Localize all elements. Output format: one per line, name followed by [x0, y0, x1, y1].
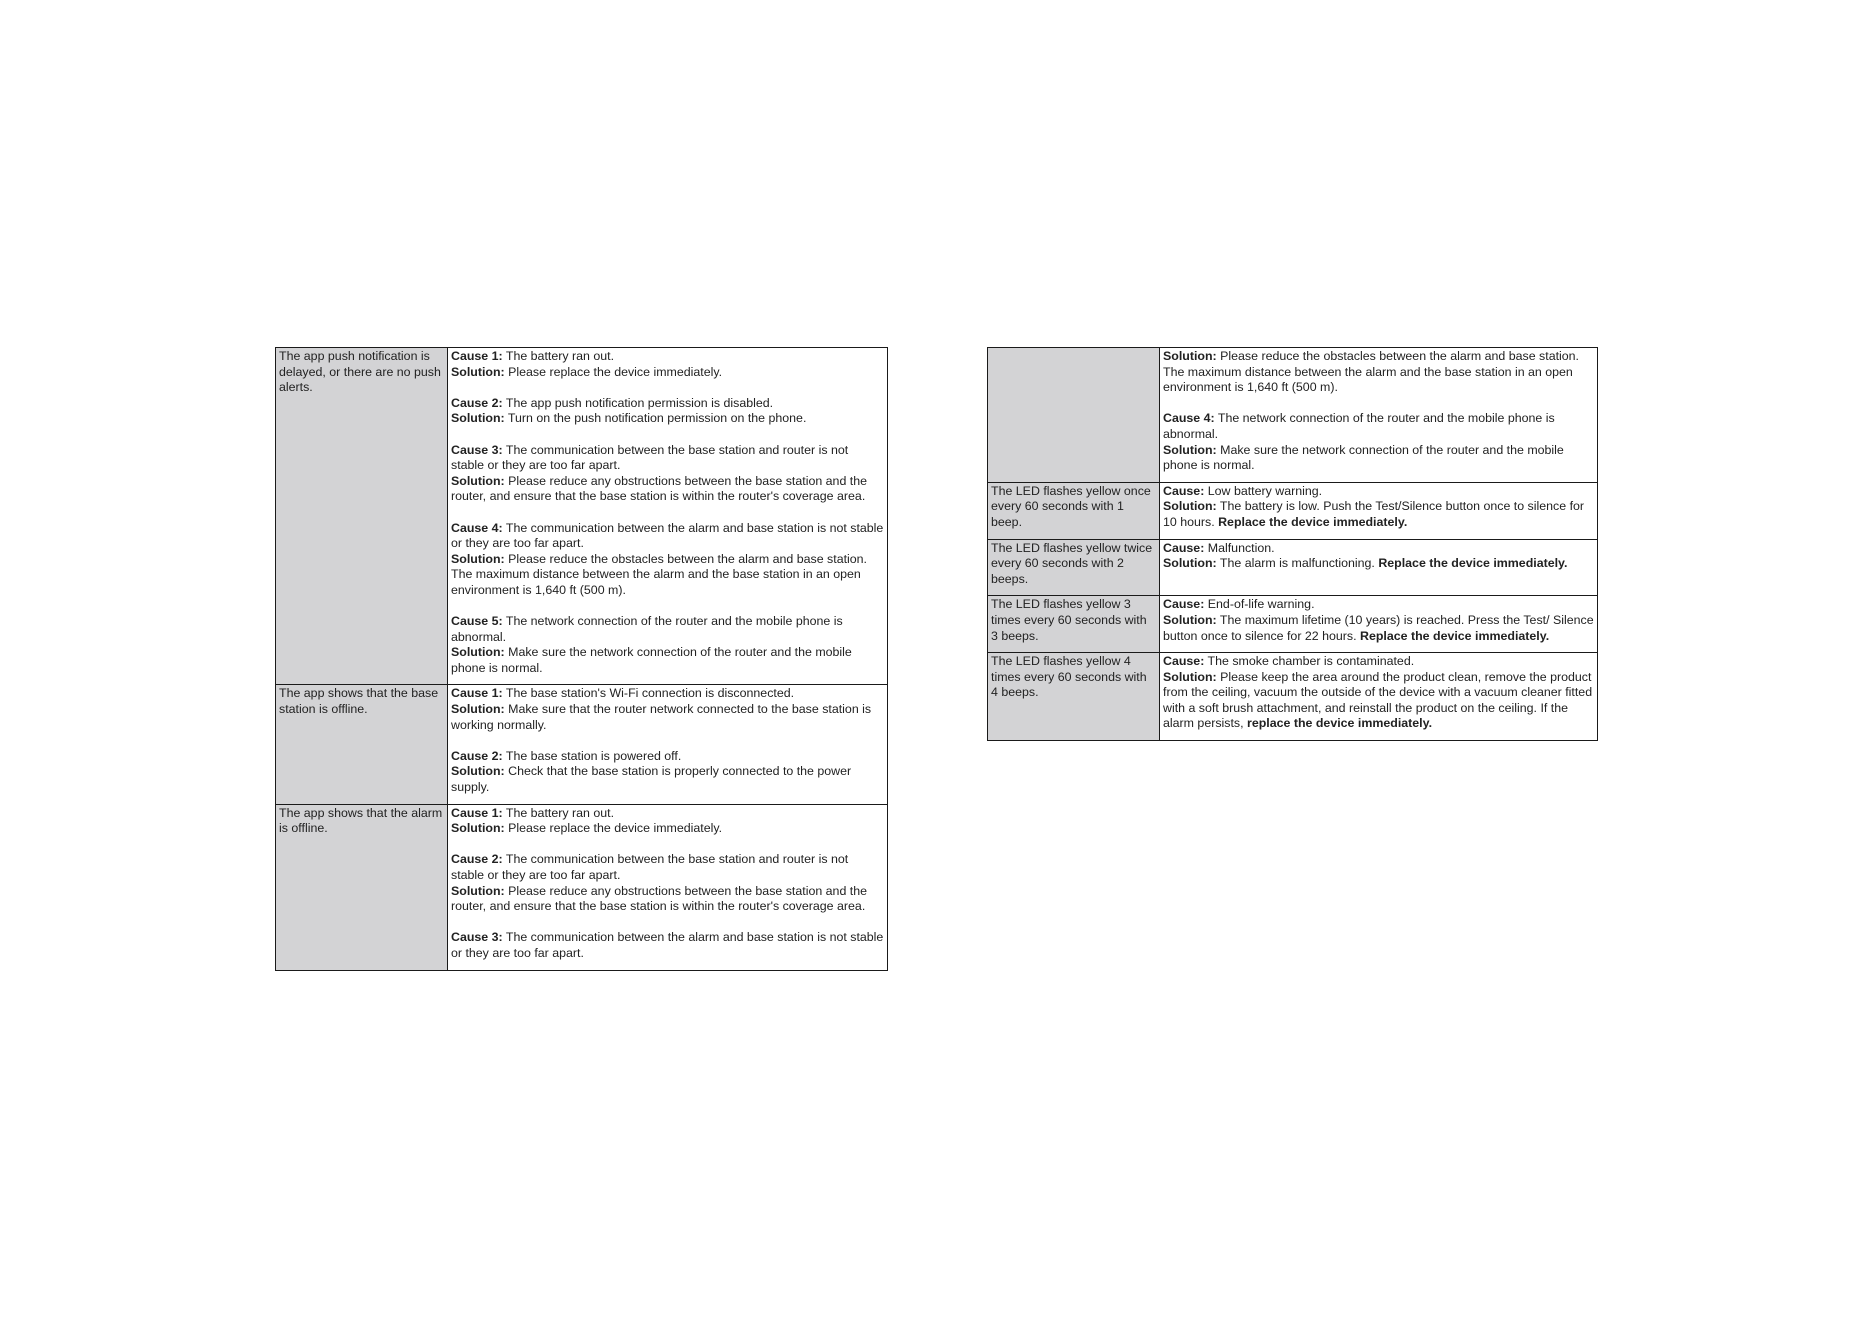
entry-text: The battery ran out.	[502, 805, 615, 820]
solution-label: Solution:	[451, 645, 505, 660]
solution-label: Solution:	[451, 764, 505, 779]
cause-solution-block	[451, 396, 884, 427]
table-row	[988, 482, 1598, 539]
cause-solution-block	[1163, 411, 1594, 473]
entry-line	[1163, 613, 1594, 644]
cause-label: Cause:	[1163, 540, 1205, 555]
cause-label: Cause:	[1163, 654, 1205, 669]
entry-line	[1163, 484, 1594, 500]
solution-label: Solution:	[451, 821, 505, 836]
entry-text: Please replace the device immediately.	[504, 364, 723, 379]
table-row	[988, 596, 1598, 653]
table-row	[988, 348, 1598, 483]
entry-line	[451, 884, 884, 915]
table-row	[276, 685, 888, 804]
solution-label: Solution:	[1163, 612, 1217, 627]
cause-solution-block	[451, 521, 884, 599]
cause-solution-cell	[448, 348, 888, 685]
emphasis-text: Replace the device immediately.	[1360, 628, 1550, 643]
cause-label: Cause 4:	[451, 520, 503, 535]
cause-solution-cell	[448, 804, 888, 970]
cause-label: Cause 3:	[451, 930, 503, 945]
solution-label: Solution:	[1163, 349, 1217, 363]
table-row	[988, 539, 1598, 596]
cause-label: Cause 1:	[451, 686, 503, 701]
entry-text: Please reduce the obstacles between the alarm and base station. The maximum distance between the alarm and the base station in an open environment is 1,640 ft (500 m).	[1163, 349, 1579, 395]
entry-line	[1163, 349, 1594, 396]
cause-solution-cell	[1160, 539, 1598, 596]
solution-label: Solution:	[1163, 669, 1217, 684]
solution-label: Solution:	[451, 551, 505, 566]
cause-label: Cause 1:	[451, 349, 503, 363]
cause-solution-block	[451, 614, 884, 676]
entry-line	[451, 645, 884, 676]
entry-text: Turn on the push notification permission on the phone.	[504, 411, 807, 426]
table-body	[988, 348, 1598, 741]
entry-line	[451, 764, 884, 795]
table-body	[276, 348, 888, 971]
cause-solution-cell	[1160, 482, 1598, 539]
entry-text: End-of-life warning.	[1204, 597, 1315, 612]
entry-line	[1163, 499, 1594, 530]
cause-solution-cell	[448, 685, 888, 804]
entry-text: The app push notification permission is disabled.	[502, 395, 774, 410]
table-row	[276, 348, 888, 685]
cause-solution-cell	[1160, 348, 1598, 483]
entry-line	[451, 411, 884, 427]
entry-line	[451, 806, 884, 822]
entry-text: Make sure the network connection of the router and the mobile phone is normal.	[1163, 442, 1564, 473]
entry-text: The communication between the alarm and base station is not stable or they are too far apart.	[451, 930, 884, 960]
entry-text: Malfunction.	[1204, 540, 1275, 555]
solution-label: Solution:	[1163, 556, 1217, 571]
symptom-cell: The app shows that the base station is offline.	[276, 685, 448, 804]
symptom-cell: The app shows that the alarm is offline.	[276, 804, 448, 970]
entry-text: Please reduce the obstacles between the alarm and base station. The maximum distance between the alarm and the base station in an open environment is 1,640 ft (500 m).	[451, 551, 867, 597]
entry-line	[451, 702, 884, 733]
cause-solution-block	[1163, 484, 1594, 531]
entry-text: The communication between the alarm and base station is not stable or they are too far apart.	[451, 520, 884, 551]
cause-solution-block	[451, 930, 884, 961]
solution-label: Solution:	[451, 702, 505, 717]
entry-text: The smoke chamber is contaminated.	[1204, 654, 1415, 669]
entry-line	[1163, 443, 1594, 474]
entry-text: Make sure that the router network connected to the base station is working normally.	[451, 702, 872, 732]
entry-text: The network connection of the router and the mobile phone is abnormal.	[451, 614, 843, 644]
entry-text: Please reduce any obstructions between the base station and the router, and ensure that the base station is within the router's coverage area.	[451, 473, 868, 504]
entry-text: Please reduce any obstructions between the base station and the router, and ensure that the base station is within the router's coverage area.	[451, 883, 868, 914]
entry-line	[451, 552, 884, 599]
entry-text: The network connection of the router and the mobile phone is abnormal.	[1163, 411, 1555, 441]
entry-line	[451, 396, 884, 412]
entry-text: Check that the base station is properly connected to the power supply.	[451, 764, 852, 795]
solution-label: Solution:	[451, 364, 505, 379]
entry-text: The maximum lifetime (10 years) is reached. Press the Test/ Silence button once to silence for 22 hours.	[1163, 612, 1594, 643]
troubleshooting-table-right	[987, 347, 1598, 741]
cause-label: Cause:	[1163, 597, 1205, 612]
emphasis-text: Replace the device immediately.	[1378, 556, 1568, 571]
emphasis-text: Replace the device immediately.	[1218, 514, 1408, 529]
cause-solution-block	[1163, 597, 1594, 644]
solution-label: Solution:	[1163, 442, 1217, 457]
solution-label: Solution:	[451, 473, 505, 488]
cause-label: Cause 4:	[1163, 411, 1215, 426]
entry-line	[451, 852, 884, 883]
cause-solution-block	[1163, 654, 1594, 732]
cause-label: Cause 2:	[451, 748, 503, 763]
cause-label: Cause 2:	[451, 395, 503, 410]
cause-solution-block	[1163, 349, 1594, 396]
table-row	[276, 804, 888, 970]
symptom-cell: The app push notification is delayed, or there are no push alerts.	[276, 348, 448, 685]
entry-line	[1163, 670, 1594, 732]
entry-line	[451, 930, 884, 961]
symptom-cell: The LED flashes yellow twice every 60 seconds with 2 beeps.	[988, 539, 1160, 596]
entry-line	[451, 474, 884, 505]
entry-text: The alarm is malfunctioning.	[1216, 556, 1379, 571]
troubleshooting-table-left	[275, 347, 888, 971]
cause-solution-cell	[1160, 596, 1598, 653]
solution-label: Solution:	[1163, 499, 1217, 514]
entry-text: The base station's Wi-Fi connection is disconnected.	[502, 686, 795, 701]
cause-label: Cause 3:	[451, 442, 503, 457]
cause-solution-block	[451, 686, 884, 733]
entry-text: Make sure the network connection of the router and the mobile phone is normal.	[451, 645, 852, 675]
symptom-cell: The LED flashes yellow 4 times every 60 seconds with 4 beeps.	[988, 653, 1160, 741]
entry-text: The base station is powered off.	[502, 748, 682, 763]
entry-text: The battery ran out.	[502, 349, 615, 363]
cause-solution-cell	[1160, 653, 1598, 741]
cause-label: Cause 2:	[451, 852, 503, 867]
cause-solution-block	[451, 852, 884, 914]
entry-line	[451, 749, 884, 765]
entry-text: Low battery warning.	[1204, 483, 1323, 498]
cause-label: Cause 5:	[451, 614, 503, 629]
cause-label: Cause 1:	[451, 805, 503, 820]
entry-line	[1163, 597, 1594, 613]
cause-solution-block	[451, 443, 884, 505]
entry-text: Please keep the area around the product clean, remove the product from the ceiling, vacuum the outside of the device with a vacuum cleaner fitted with a soft brush attachment, and reinstall the product on the ceiling. If the alarm persists,	[1163, 669, 1593, 731]
entry-text: The communication between the base station and router is not stable or they are too far apart.	[451, 852, 849, 882]
entry-line	[451, 614, 884, 645]
cause-solution-block	[451, 349, 884, 380]
entry-line	[1163, 654, 1594, 670]
entry-line	[451, 821, 884, 837]
entry-text: The communication between the base station and router is not stable or they are too far apart.	[451, 442, 849, 473]
cause-solution-block	[451, 806, 884, 837]
entry-line	[451, 443, 884, 474]
cause-label: Cause:	[1163, 483, 1205, 498]
symptom-cell	[988, 348, 1160, 483]
entry-text: Please replace the device immediately.	[504, 821, 723, 836]
entry-line	[451, 349, 884, 365]
entry-line	[1163, 556, 1594, 572]
entry-line	[451, 521, 884, 552]
table-row	[988, 653, 1598, 741]
symptom-cell: The LED flashes yellow once every 60 seconds with 1 beep.	[988, 482, 1160, 539]
entry-line	[451, 365, 884, 381]
cause-solution-block	[451, 749, 884, 796]
symptom-cell: The LED flashes yellow 3 times every 60 seconds with 3 beeps.	[988, 596, 1160, 653]
entry-line	[1163, 541, 1594, 557]
solution-label: Solution:	[451, 883, 505, 898]
solution-label: Solution:	[451, 411, 505, 426]
cause-solution-block	[1163, 541, 1594, 572]
entry-text: The battery is low. Push the Test/Silence button once to silence for 10 hours.	[1163, 499, 1585, 529]
entry-line	[1163, 411, 1594, 442]
emphasis-text: replace the device immediately.	[1247, 716, 1433, 731]
entry-line	[451, 686, 884, 702]
